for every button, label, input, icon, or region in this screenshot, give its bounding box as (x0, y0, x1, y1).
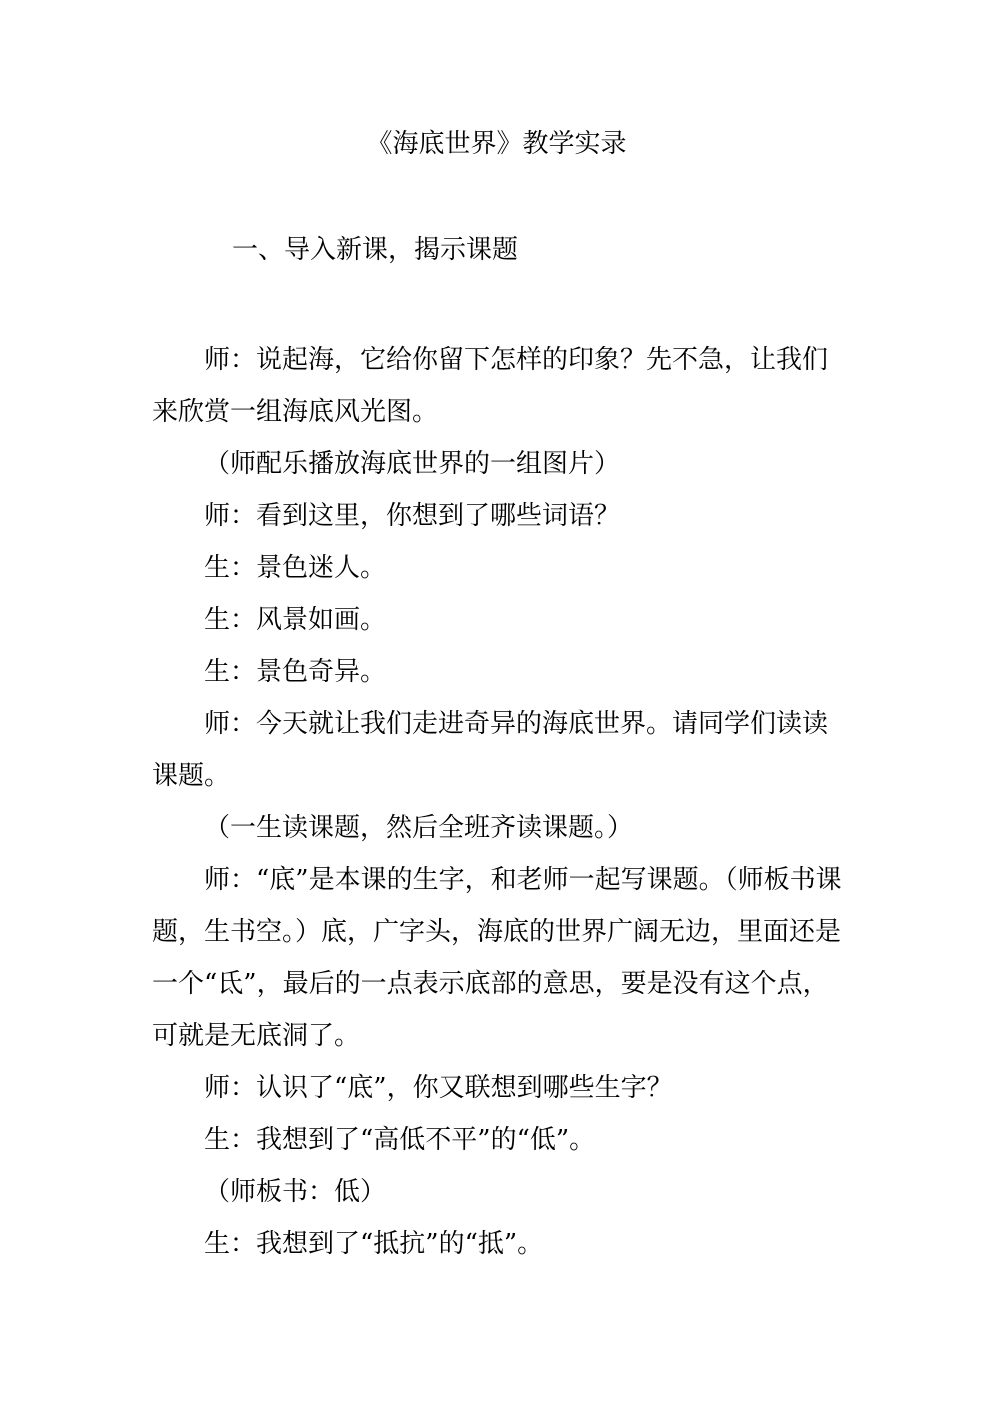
document-body (152, 334, 842, 1270)
paragraph: 师：认识了“底”，你又联想到哪些生字？ (204, 1073, 673, 1103)
paragraph: （一生读课题，然后全班齐读课题。） (204, 813, 634, 843)
paragraph: 生：景色迷人。 (204, 553, 387, 583)
paragraph: 生：风景如画。 (204, 605, 387, 635)
paragraph: 师：今天就让我们走进奇异的海底世界。请同学们读读课题。 (152, 709, 829, 791)
paragraph: 生：我想到了“抵抗”的“抵”。 (204, 1229, 544, 1259)
paragraph: （师板书：低） (204, 1177, 387, 1207)
section-heading: 一、导入新课，揭示课题 (232, 235, 519, 265)
paragraph: 师：“底”是本课的生字，和老师一起写课题。（师板书课题，生书空。）底，广字头，海底的世界广阔无边，里面还是一个“氐”，最后的一点表示底部的意思，要是没有这个点，可就是无底洞了。 (152, 865, 842, 1051)
paragraph: （师配乐播放海底世界的一组图片） (204, 449, 621, 479)
document-title: 《海底世界》教学实录 (366, 129, 627, 159)
paragraph: 生：我想到了“高低不平”的“低”。 (204, 1125, 596, 1155)
paragraph: 师：说起海，它给你留下怎样的印象？先不急，让我们来欣赏一组海底风光图。 (152, 345, 829, 427)
paragraph: 师：看到这里，你想到了哪些词语？ (204, 501, 621, 531)
paragraph: 生：景色奇异。 (204, 657, 387, 687)
